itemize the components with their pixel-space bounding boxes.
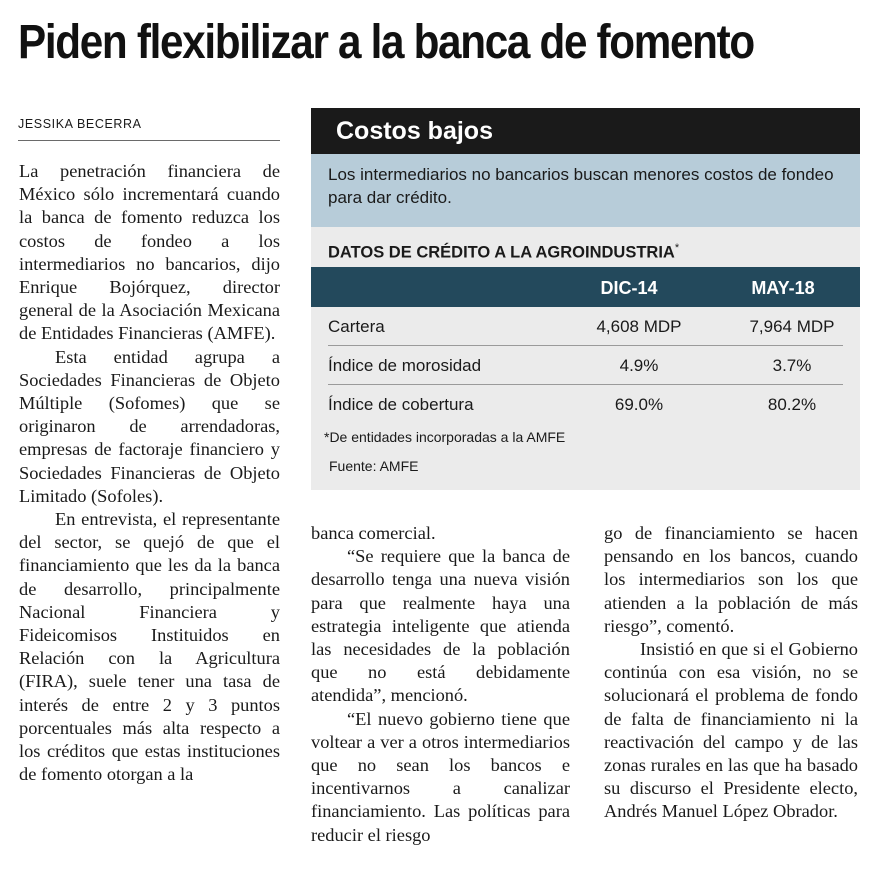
article-column-3: [604, 522, 858, 824]
cell-may-18: 7,964 MDP: [749, 317, 835, 336]
infobox-costos-bajos: [311, 108, 860, 490]
article-column-2: [311, 522, 570, 847]
table-row: [328, 307, 843, 346]
cell-dic-14: 69.0%: [614, 395, 664, 414]
cell-dic-14: 4,608 MDP: [596, 317, 682, 336]
paragraph: La penetración financiera de México sólo incrementará cuando la banca de fomento reduzca los costos de fondeo a los intermediarios no bancarios, dijo Enrique Bojórquez, director general de la Asociación Mexicana de Entidades Financieras (AMFE).: [19, 161, 280, 344]
table-title-text: DATOS DE CRÉDITO A LA AGROINDUSTRIA: [328, 243, 675, 262]
cell-dic-14: 4.9%: [619, 356, 659, 375]
paragraph: En entrevista, el representante del sector, se quejó de que el financiamiento que les da la banca de desarrollo, principalmente Nacional Financiera y Fideicomisos Instituidos en Relación con la Agricultura (FIRA), suele tener una tasa de interés de entre 2 y 3 puntos porcentuales más alta respecto a los créditos que estas instituciones de fomento otorgan a la: [19, 509, 280, 785]
table-row: [328, 346, 843, 385]
paragraph: Insistió en que si el Gobierno continúa con esa visión, no se solucionará el problema de fondo de falta de financiamiento ni la reactivación del campo y de las zonas rurales en las que ha basado su discurso el Presidente electo, Andrés Manuel López Obrador.: [604, 639, 858, 822]
paragraph: “Se requiere que la banca de desarrollo tenga una nueva visión para que realmente haya una estrategia inteligente que atienda las necesidades de la población que no está debidamente atendida”, mencionó.: [311, 546, 570, 706]
source-credit: Fuente: AMFE: [329, 458, 419, 474]
cell-may-18: 3.7%: [772, 356, 812, 375]
article-column-1: [19, 160, 280, 786]
row-label: Índice de morosidad: [328, 356, 482, 375]
infobox-subtitle: Los intermediarios no bancarios buscan menores costos de fondeo para dar crédito.: [311, 154, 860, 227]
paragraph: “El nuevo gobierno tiene que voltear a ver a otros intermediarios que no sean los bancos e incentivarnos a canalizar financiamiento. Las políticas para reducir el riesgo: [311, 708, 570, 845]
infobox-title: Costos bajos: [311, 108, 860, 154]
headline: Piden flexibilizar a la banca de fomento: [18, 16, 754, 69]
footnote: *De entidades incorporadas a la AMFE: [324, 429, 566, 445]
column-header-may-18: MAY-18: [751, 278, 815, 298]
table-title: [311, 227, 860, 267]
paragraph: Esta entidad agrupa a Sociedades Financieras de Objeto Múltiple (Sofomes) que se originaron de arrendadoras, empresas de factoraje financiero y Sociedades Financieras de Objeto Limitado (Sofoles).: [19, 346, 280, 506]
row-label: Índice de cobertura: [328, 395, 474, 414]
footnote-mark: *: [674, 242, 680, 254]
row-label: Cartera: [328, 317, 385, 336]
cell-may-18: 80.2%: [767, 395, 817, 414]
paragraph: go de financiamiento se hacen pensando en los bancos, cuando los intermediarios son los que atienden a la población de más riesgo”, comentó.: [604, 523, 858, 636]
table-header: [311, 267, 860, 307]
table-row: [328, 385, 843, 423]
paragraph: banca comercial.: [311, 523, 436, 543]
column-header-dic-14: DIC-14: [600, 278, 658, 298]
byline: JESSIKA BECERRA: [18, 117, 280, 141]
